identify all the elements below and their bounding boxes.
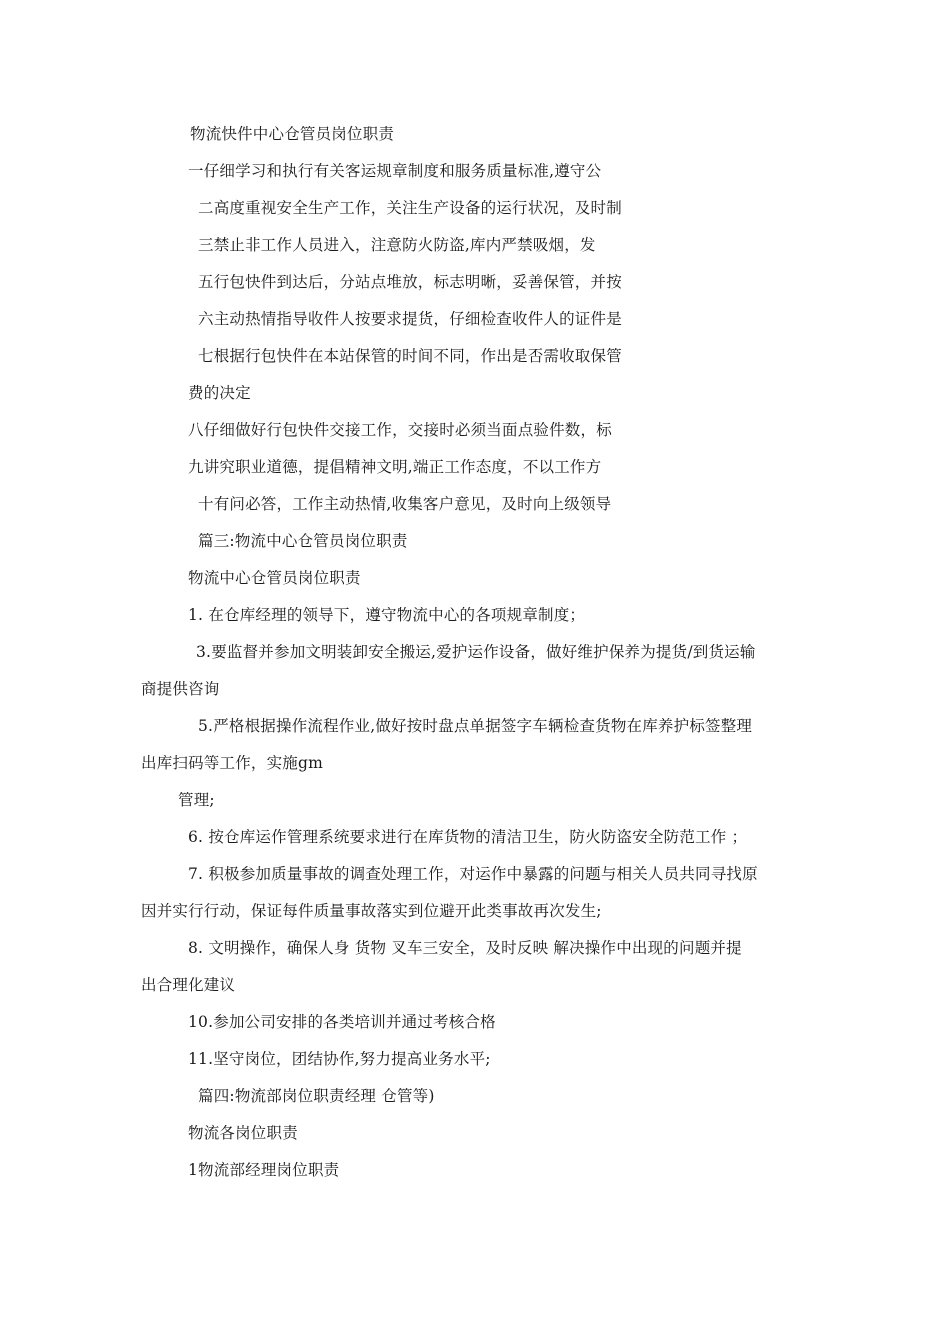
list-item: 1. 在仓库经理的领导下，遵守物流中心的各项规章制度； [188, 606, 586, 624]
section-heading: 篇四:物流部岗位职责经理 仓管等) [198, 1087, 435, 1105]
text-line: 二高度重视安全生产工作，关注生产设备的运行状况，及时制 [198, 199, 622, 217]
list-item: 8. 文明操作，确保人身 货物 叉车三安全，及时反映 解决操作中出现的问题并提 [188, 939, 742, 957]
section-title: 物流中心仓管员岗位职责 [188, 569, 361, 587]
list-item: 3.要监督并参加文明装卸安全搬运,爱护运作设备，做好维护保养为提货/到货运输 [196, 643, 756, 661]
doc-title: 物流快件中心仓管员岗位职责 [190, 125, 395, 143]
text-line: 八仔细做好行包快件交接工作，交接时必须当面点验件数，标 [188, 421, 612, 439]
list-item: 5.严格根据操作流程作业,做好按时盘点单据签字车辆检查货物在库养护标签整理 [198, 717, 753, 735]
text-line: 一仔细学习和执行有关客运规章制度和服务质量标准,遵守公 [188, 162, 602, 180]
text-line: 十有问必答，工作主动热情,收集客户意见，及时向上级领导 [198, 495, 612, 513]
text-line: 因并实行行动，保证每件质量事故落实到位避开此类事故再次发生; [141, 902, 602, 920]
text-line: 六主动热情指导收件人按要求提货，仔细检查收件人的证件是 [198, 310, 622, 328]
text-line: 管理; [178, 791, 215, 809]
text-line: 三禁止非工作人员进入，注意防火防盗,库内严禁吸烟，发 [198, 236, 596, 254]
text-line: 五行包快件到达后，分站点堆放，标志明晰，妥善保管，并按 [198, 273, 622, 291]
list-item: 6. 按仓库运作管理系统要求进行在库货物的清洁卫生，防火防盗安全防范工作 ； [188, 828, 748, 846]
list-item: 10.参加公司安排的各类培训并通过考核合格 [188, 1013, 496, 1031]
text-line: 出库扫码等工作，实施gm [141, 754, 324, 772]
text-line: 商提供咨询 [141, 680, 220, 698]
text-line: 费的决定 [188, 384, 251, 402]
list-item: 7. 积极参加质量事故的调查处理工作，对运作中暴露的问题与相关人员共同寻找原 [188, 865, 758, 883]
text-line: 出合理化建议 [141, 976, 236, 994]
list-item: 11.坚守岗位，团结协作,努力提高业务水平; [188, 1050, 491, 1068]
text-line: 七根据行包快件在本站保管的时间不同，作出是否需收取保管 [198, 347, 622, 365]
section-title: 物流各岗位职责 [188, 1124, 298, 1142]
subsection-title: 1物流部经理岗位职责 [188, 1161, 340, 1179]
section-heading: 篇三:物流中心仓管员岗位职责 [198, 532, 408, 550]
text-line: 九讲究职业道德，提倡精神文明,端正工作态度，不以工作方 [188, 458, 602, 476]
